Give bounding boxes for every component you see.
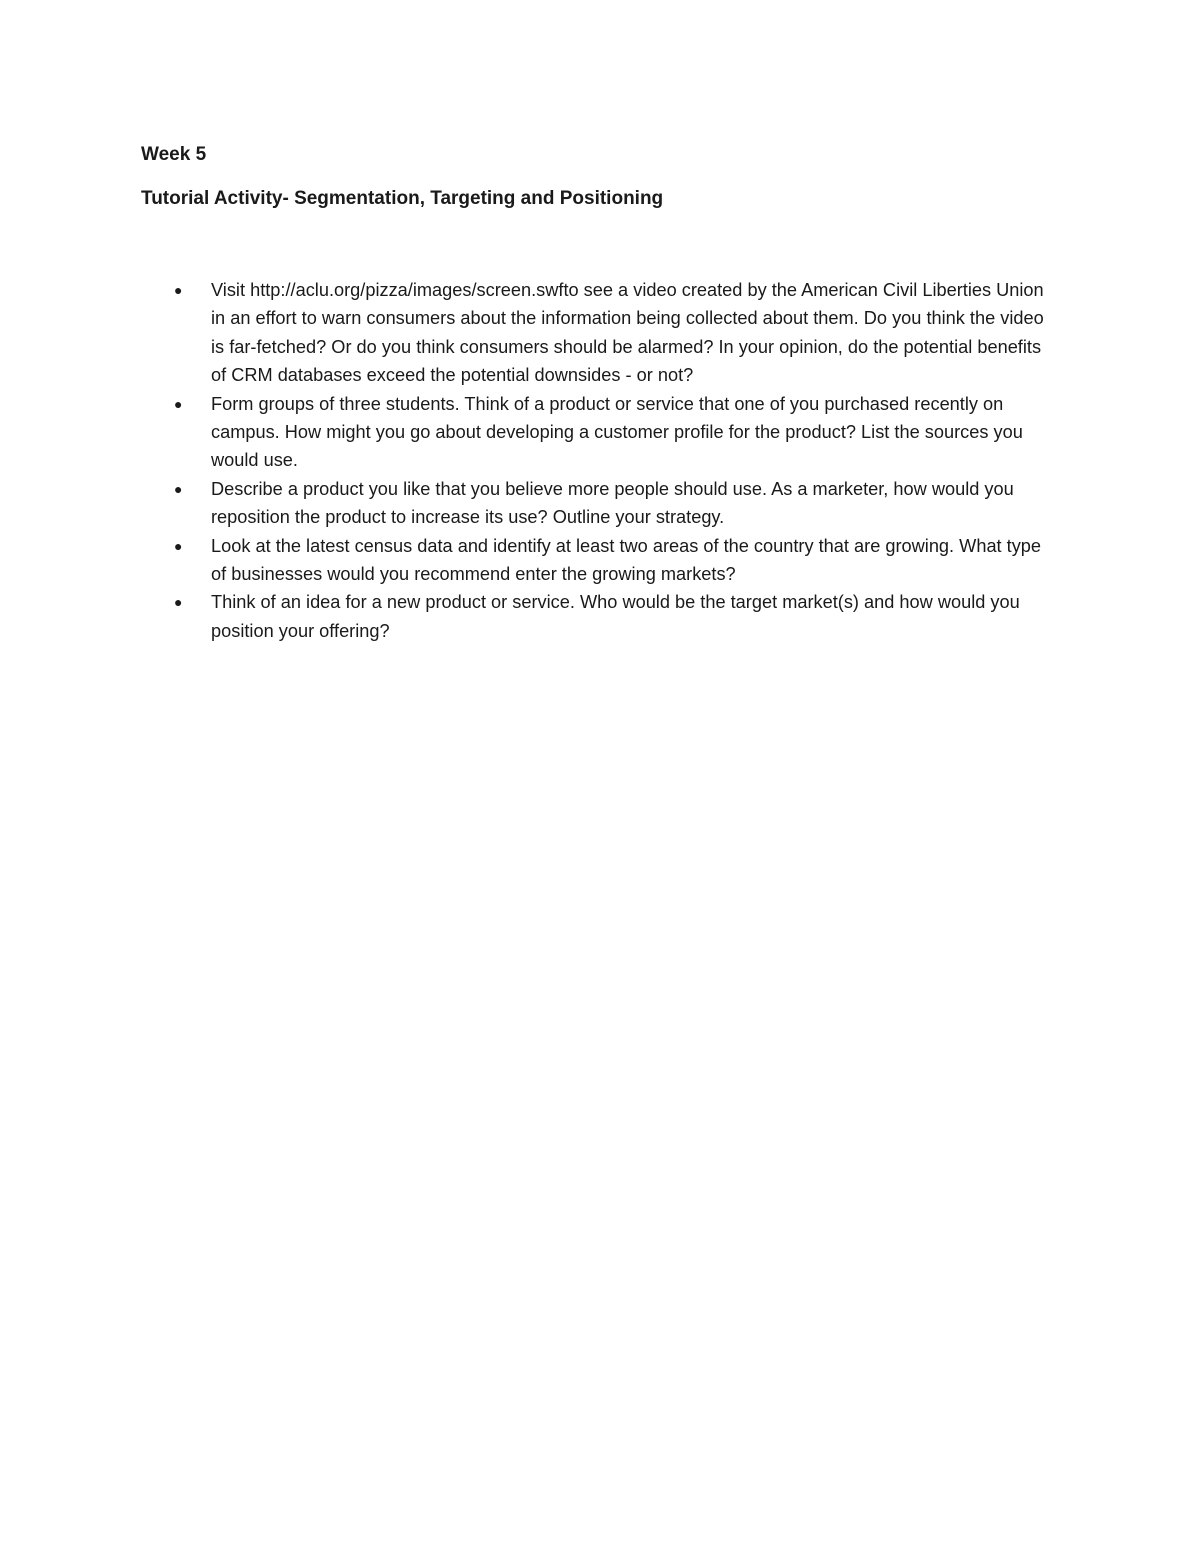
list-item — [174, 390, 1061, 475]
list-item — [174, 588, 1061, 645]
list-item-text: Form groups of three students. Think of a product or service that one of you purchased recently on campus. How might you go about developing a customer profile for the product? List the sources you would use. — [211, 393, 1023, 471]
bullet-dot-icon: ● — [174, 395, 183, 412]
week-heading: Week 5 — [141, 144, 207, 165]
list-item-text: Visit http://aclu.org/pizza/images/screen.swfto see a video created by the American Civil Liberties Union in an effort to warn consumers about the information being collected about them. Do you think the video is far-fetched? Or do you think consumers should be alarmed? In your opinion, do the potential benefits of CRM databases exceed the potential downsides - or not? — [211, 280, 1044, 386]
activity-list — [174, 276, 1061, 645]
bullet-dot-icon: ● — [174, 282, 183, 298]
bullet-dot-icon: ● — [174, 480, 183, 497]
list-item-text: Look at the latest census data and identify at least two areas of the country that are growing. What type of businesses would you recommend enter the growing markets? — [211, 535, 1042, 585]
bullet-dot-icon: ● — [174, 537, 183, 554]
bullet-dot-icon: ● — [174, 594, 183, 611]
list-item-text: Think of an idea for a new product or service. Who would be the target market(s) and how would you position your offering? — [211, 592, 1020, 641]
list-item — [174, 532, 1061, 589]
list-item — [174, 475, 1061, 532]
list-item — [174, 276, 1061, 390]
page-title: Tutorial Activity- Segmentation, Targeting and Positioning — [141, 188, 664, 209]
list-item-text: Describe a product you like that you believe more people should use. As a marketer, how would you reposition the product to increase its use? Outline your strategy. — [211, 478, 1014, 528]
